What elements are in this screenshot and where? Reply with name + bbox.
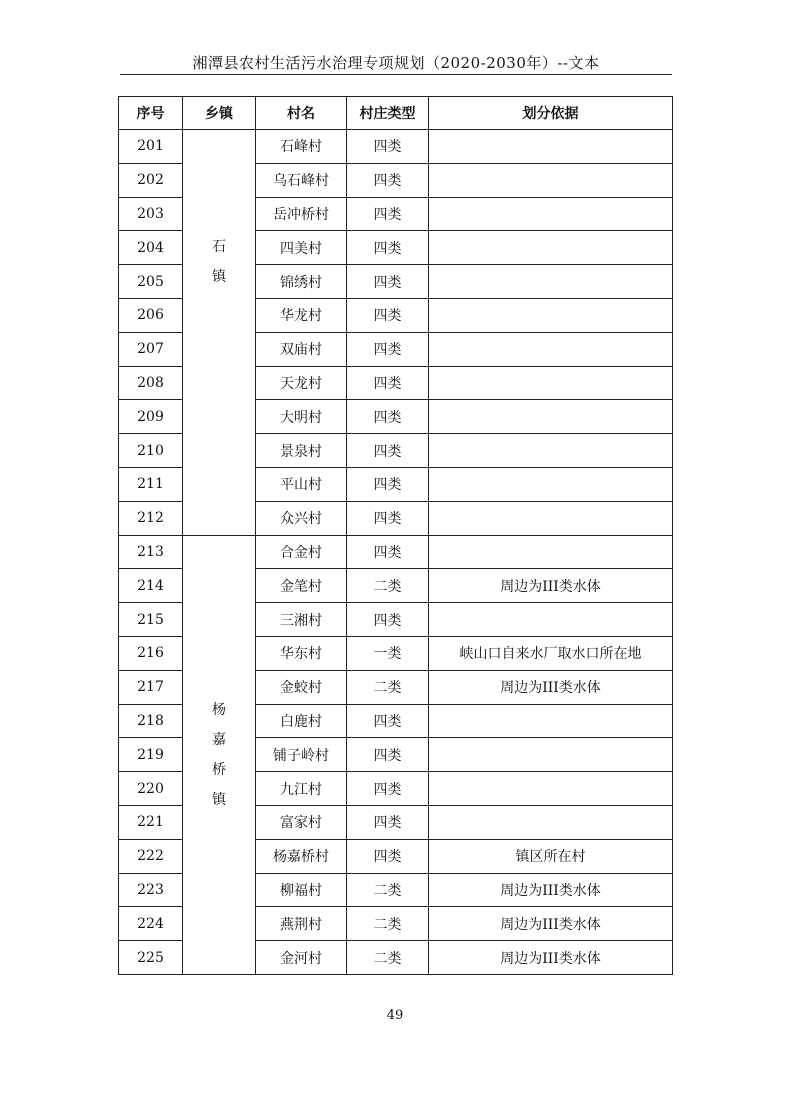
- cell-village: 金笔村: [256, 569, 347, 603]
- cell-type: 四类: [347, 197, 429, 231]
- cell-basis: [429, 467, 673, 501]
- cell-no: 206: [119, 298, 183, 332]
- cell-village: 燕荆村: [256, 907, 347, 941]
- town-name-char: 镇: [212, 791, 226, 808]
- cell-basis: 周边为III类水体: [429, 670, 673, 704]
- cell-type: 二类: [347, 670, 429, 704]
- cell-town: [183, 535, 256, 974]
- cell-village: 众兴村: [256, 501, 347, 535]
- cell-type: 四类: [347, 332, 429, 366]
- cell-village: 双庙村: [256, 332, 347, 366]
- cell-basis: [429, 366, 673, 400]
- cell-type: 四类: [347, 704, 429, 738]
- cell-type: 二类: [347, 941, 429, 975]
- cell-basis: 周边为III类水体: [429, 873, 673, 907]
- cell-village: 华东村: [256, 636, 347, 670]
- cell-no: 214: [119, 569, 183, 603]
- table-row: [119, 535, 673, 569]
- cell-basis: [429, 197, 673, 231]
- cell-village: 柳福村: [256, 873, 347, 907]
- cell-village: 白鹿村: [256, 704, 347, 738]
- cell-basis: 峡山口自来水厂取水口所在地: [429, 636, 673, 670]
- town-name-char: 石: [212, 239, 226, 256]
- cell-type: 四类: [347, 535, 429, 569]
- cell-no: 202: [119, 163, 183, 197]
- column-header-no: 序号: [119, 97, 183, 130]
- cell-village: 铺子岭村: [256, 738, 347, 772]
- cell-no: 215: [119, 603, 183, 637]
- cell-basis: [429, 603, 673, 637]
- cell-basis: [429, 772, 673, 806]
- table-row: [119, 130, 673, 164]
- cell-no: 225: [119, 941, 183, 975]
- cell-village: 杨嘉桥村: [256, 839, 347, 873]
- cell-village: 金蛟村: [256, 670, 347, 704]
- cell-village: 平山村: [256, 467, 347, 501]
- cell-basis: 周边为III类水体: [429, 941, 673, 975]
- cell-basis: [429, 332, 673, 366]
- cell-no: 218: [119, 704, 183, 738]
- village-classification-table: [118, 96, 673, 975]
- cell-basis: [429, 231, 673, 265]
- cell-village: 三湘村: [256, 603, 347, 637]
- cell-basis: [429, 704, 673, 738]
- town-name-char: 杨: [212, 701, 226, 718]
- cell-no: 211: [119, 467, 183, 501]
- cell-basis: [429, 805, 673, 839]
- cell-type: 四类: [347, 805, 429, 839]
- cell-type: 四类: [347, 738, 429, 772]
- cell-basis: [429, 501, 673, 535]
- cell-village: 岳冲桥村: [256, 197, 347, 231]
- cell-village: 富家村: [256, 805, 347, 839]
- cell-no: 220: [119, 772, 183, 806]
- cell-village: 四美村: [256, 231, 347, 265]
- cell-village: 景泉村: [256, 434, 347, 468]
- cell-no: 221: [119, 805, 183, 839]
- cell-basis: 周边为III类水体: [429, 569, 673, 603]
- cell-no: 222: [119, 839, 183, 873]
- cell-type: 四类: [347, 163, 429, 197]
- page-number: 49: [386, 1008, 404, 1023]
- cell-no: 224: [119, 907, 183, 941]
- cell-type: 一类: [347, 636, 429, 670]
- cell-no: 223: [119, 873, 183, 907]
- column-header-village: 村名: [256, 97, 347, 130]
- cell-basis: [429, 163, 673, 197]
- cell-village: 锦绣村: [256, 265, 347, 299]
- cell-type: 四类: [347, 501, 429, 535]
- town-name-char: 嘉: [212, 731, 226, 748]
- cell-no: 219: [119, 738, 183, 772]
- cell-type: 四类: [347, 434, 429, 468]
- table-header-row: [119, 97, 673, 130]
- column-header-basis: 划分依据: [429, 97, 673, 130]
- cell-basis: [429, 265, 673, 299]
- cell-type: 四类: [347, 467, 429, 501]
- cell-village: 乌石峰村: [256, 163, 347, 197]
- cell-no: 209: [119, 400, 183, 434]
- cell-no: 210: [119, 434, 183, 468]
- cell-village: 九江村: [256, 772, 347, 806]
- cell-basis: 周边为III类水体: [429, 907, 673, 941]
- cell-no: 208: [119, 366, 183, 400]
- cell-basis: [429, 738, 673, 772]
- cell-type: 四类: [347, 839, 429, 873]
- town-name: [183, 695, 255, 815]
- cell-no: 207: [119, 332, 183, 366]
- cell-type: 四类: [347, 603, 429, 637]
- cell-basis: [429, 130, 673, 164]
- cell-type: 二类: [347, 569, 429, 603]
- town-name-char: 镇: [212, 269, 226, 286]
- cell-basis: [429, 535, 673, 569]
- cell-village: 华龙村: [256, 298, 347, 332]
- column-header-town: 乡镇: [183, 97, 256, 130]
- cell-no: 213: [119, 535, 183, 569]
- cell-no: 217: [119, 670, 183, 704]
- page-header-title: 湘潭县农村生活污水治理专项规划（2020-2030年）--文本: [192, 54, 600, 72]
- cell-no: 203: [119, 197, 183, 231]
- cell-no: 201: [119, 130, 183, 164]
- cell-village: 金河村: [256, 941, 347, 975]
- cell-type: 四类: [347, 366, 429, 400]
- town-name-char: 桥: [212, 761, 226, 778]
- cell-type: 四类: [347, 265, 429, 299]
- town-name: [183, 232, 255, 292]
- cell-type: 四类: [347, 400, 429, 434]
- cell-no: 216: [119, 636, 183, 670]
- cell-basis: [429, 434, 673, 468]
- cell-type: 二类: [347, 907, 429, 941]
- cell-basis: [429, 298, 673, 332]
- cell-type: 二类: [347, 873, 429, 907]
- header-divider: [120, 74, 672, 75]
- cell-village: 大明村: [256, 400, 347, 434]
- cell-village: 天龙村: [256, 366, 347, 400]
- cell-town: [183, 130, 256, 536]
- cell-type: 四类: [347, 231, 429, 265]
- cell-type: 四类: [347, 130, 429, 164]
- cell-village: 合金村: [256, 535, 347, 569]
- cell-no: 205: [119, 265, 183, 299]
- cell-basis: [429, 400, 673, 434]
- cell-no: 204: [119, 231, 183, 265]
- cell-basis: 镇区所在村: [429, 839, 673, 873]
- column-header-type: 村庄类型: [347, 97, 429, 130]
- cell-village: 石峰村: [256, 130, 347, 164]
- cell-type: 四类: [347, 298, 429, 332]
- cell-no: 212: [119, 501, 183, 535]
- cell-type: 四类: [347, 772, 429, 806]
